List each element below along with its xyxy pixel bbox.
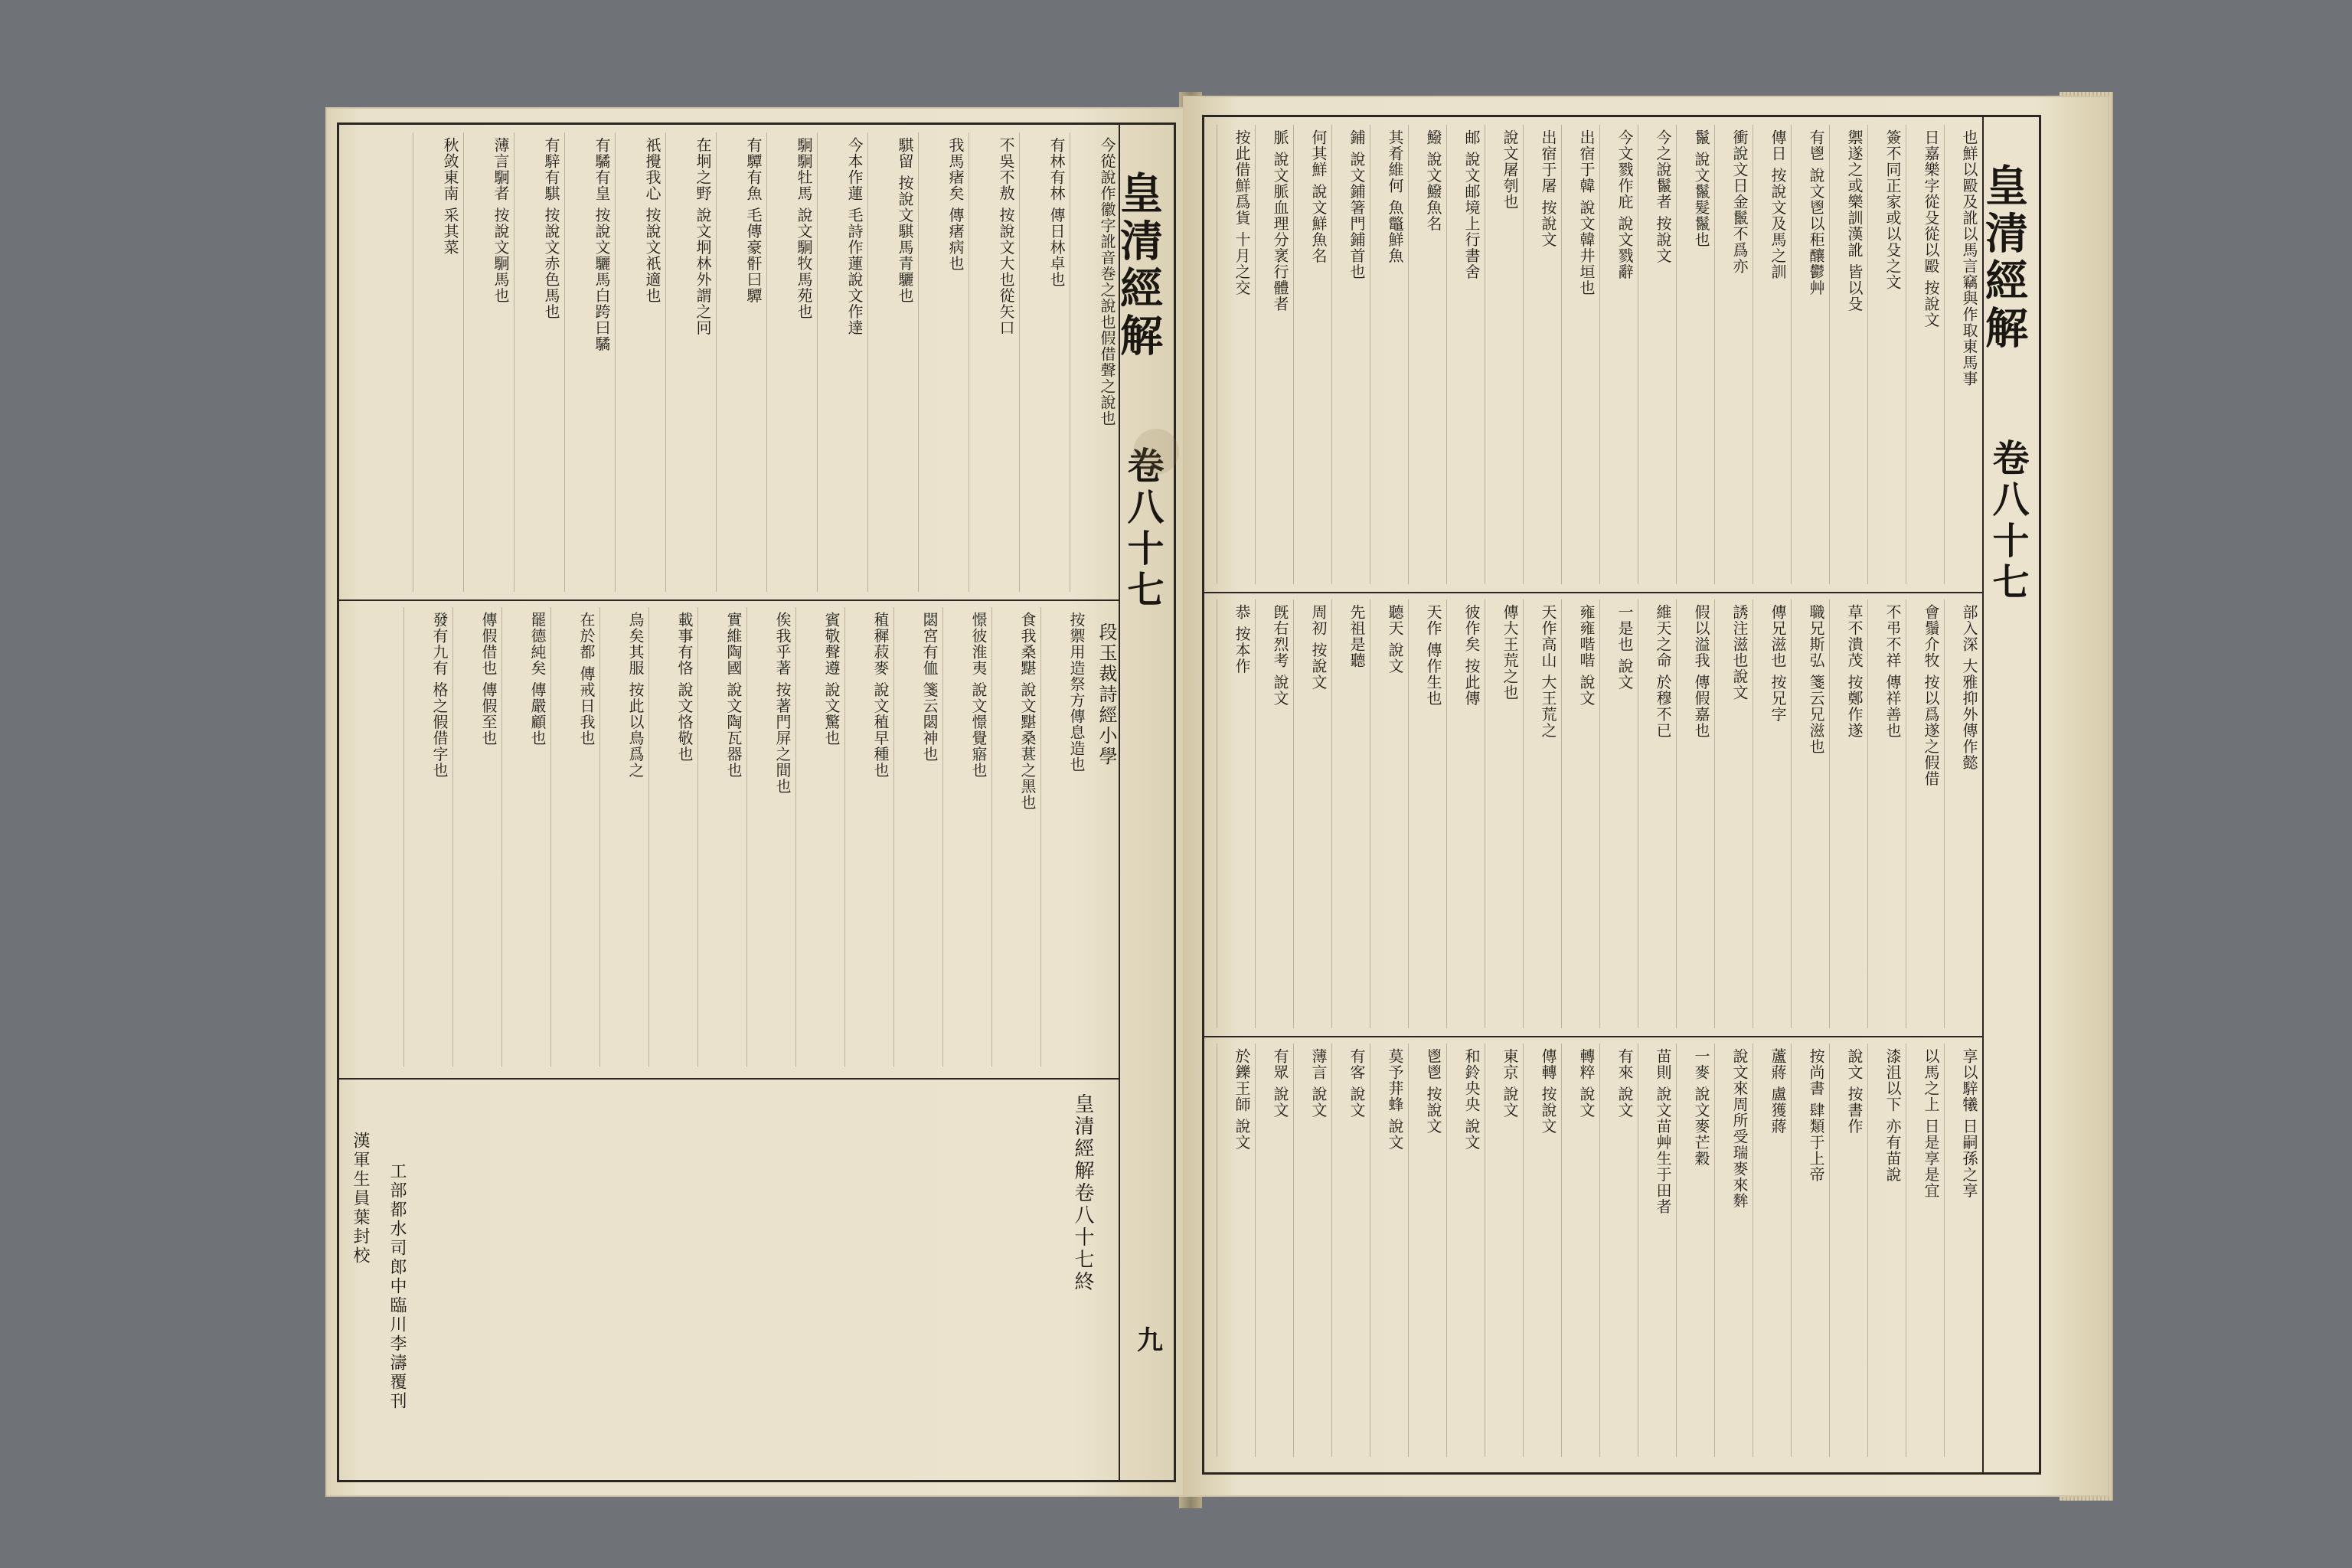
right-lower-columns bbox=[1204, 599, 1982, 1028]
text-column: 駉駉牡馬 說文駉牧馬苑也 bbox=[766, 132, 817, 592]
text-column: 苗則 說文苗艸生于田者 bbox=[1638, 1044, 1676, 1457]
text-column: 說文 按書作 bbox=[1829, 1044, 1867, 1457]
text-column: 周初 按說文 bbox=[1293, 599, 1331, 1028]
text-column: 雍雍喈喈 說文 bbox=[1561, 599, 1599, 1028]
text-column: 說文來周所受瑞麥來麰 bbox=[1714, 1044, 1753, 1457]
text-column: 鱍 說文鱍魚名 bbox=[1408, 125, 1446, 584]
text-column: 今本作蓮 毛詩作蓮說文作達 bbox=[817, 132, 867, 592]
text-column: 發有九有 格之假借字也 bbox=[403, 607, 452, 1067]
text-column: 實維陶國 說文陶瓦器也 bbox=[697, 607, 746, 1067]
right-upper-columns bbox=[1204, 125, 1982, 584]
text-column: 罷德純矣 傳嚴顧也 bbox=[501, 607, 550, 1067]
left-band-divider-1 bbox=[339, 599, 1120, 601]
text-column: 稙穉菽麥 說文稙早種也 bbox=[844, 607, 893, 1067]
text-column: 簽不同正家或以殳之文 bbox=[1867, 125, 1906, 584]
left-bottom-title: 皇清經解卷八十七終 bbox=[1071, 1093, 1094, 1293]
text-column: 鬣 說文鬣髮鬣也 bbox=[1676, 125, 1714, 584]
text-column: 其肴維何 魚鼈鮮魚 bbox=[1370, 125, 1408, 584]
text-column: 鋪 說文鋪箸門鋪首也 bbox=[1331, 125, 1370, 584]
left-colophon-2: 工部都水司郎中臨川李濤覆刊 bbox=[387, 1162, 407, 1411]
text-column: 傳日 按說文及馬之訓 bbox=[1753, 125, 1791, 584]
text-column: 漆沮以下 亦有苗說 bbox=[1867, 1044, 1906, 1457]
text-column: 說文屠刳也 bbox=[1485, 125, 1523, 584]
text-column: 天作高山 大王荒之 bbox=[1523, 599, 1561, 1028]
text-column: 邮 說文邮境上行書舍 bbox=[1446, 125, 1485, 584]
text-column: 秋敛東南 采其菜 bbox=[413, 132, 463, 592]
text-column: 出宿于屠 按說文 bbox=[1523, 125, 1561, 584]
text-column: 有客 說文 bbox=[1331, 1044, 1370, 1457]
right-fold-column bbox=[1978, 117, 2039, 1472]
text-column: 天作 傳作生也 bbox=[1408, 599, 1446, 1028]
left-edge-note: 段玉裁詩經小學 bbox=[1096, 622, 1117, 767]
text-column: 按禦用造祭方傳息造也 bbox=[1040, 607, 1089, 1067]
left-leaf-number: 九 bbox=[1137, 1325, 1163, 1356]
text-column: 維天之命 於穆不已 bbox=[1638, 599, 1676, 1028]
text-column: 禦遂之或樂訓漢訛 皆以殳 bbox=[1829, 125, 1867, 584]
text-column: 一是也 說文 bbox=[1599, 599, 1638, 1028]
left-band-divider-2 bbox=[339, 1078, 1120, 1080]
text-column: 也鮮以毆及訛以馬言竊與作取東馬事 bbox=[1944, 125, 1982, 584]
text-column: 享以騂犧 日嗣孫之享 bbox=[1944, 1044, 1982, 1457]
text-column: 薄言駉者 按說文駉馬也 bbox=[463, 132, 514, 592]
text-column: 有驔有魚 毛傳豪骭曰驔 bbox=[716, 132, 766, 592]
text-column: 以馬之上 日是享是宜 bbox=[1906, 1044, 1944, 1457]
text-column: 在坰之野 說文坰林外謂之冋 bbox=[665, 132, 716, 592]
text-column: 假以溢我 傳假嘉也 bbox=[1676, 599, 1714, 1028]
text-column: 日嘉樂字從殳從以毆 按說文 bbox=[1906, 125, 1944, 584]
text-column: 會鬚介牧 按以爲遂之假借 bbox=[1906, 599, 1944, 1028]
text-column: 烏矣其服 按此以鳥爲之 bbox=[599, 607, 648, 1067]
text-column: 祇攪我心 按說文祇適也 bbox=[615, 132, 665, 592]
text-column: 按尚書 肆類于上帝 bbox=[1791, 1044, 1829, 1457]
paper-stain bbox=[1133, 429, 1179, 475]
text-column: 於鑠王師 說文 bbox=[1217, 1044, 1255, 1457]
left-volume-label: 卷八十七 bbox=[1121, 446, 1164, 612]
text-column: 今從說作徽字訛音巻之說也假借聲之說也 bbox=[1070, 132, 1120, 592]
text-column: 部入深 大雅抑外傳作懿 bbox=[1944, 599, 1982, 1028]
text-column: 東京 說文 bbox=[1485, 1044, 1523, 1457]
text-column: 按此借鮮爲貨 十月之交 bbox=[1217, 125, 1255, 584]
text-column: 先祖是聽 bbox=[1331, 599, 1370, 1028]
text-column: 彼作矣 按此傳 bbox=[1446, 599, 1485, 1028]
text-column: 轉粹 說文 bbox=[1561, 1044, 1599, 1457]
text-column: 傳大王荒之也 bbox=[1485, 599, 1523, 1028]
text-column: 今之說鬣者 按說文 bbox=[1638, 125, 1676, 584]
text-column: 莫予荓蜂 說文 bbox=[1370, 1044, 1408, 1457]
text-column: 有眾 說文 bbox=[1255, 1044, 1293, 1457]
text-column: 有來 說文 bbox=[1599, 1044, 1638, 1457]
left-bottom-band bbox=[339, 1086, 1112, 1468]
text-column: 聽天 說文 bbox=[1370, 599, 1408, 1028]
text-column: 和鈴央央 說文 bbox=[1446, 1044, 1485, 1457]
left-upper-columns bbox=[339, 132, 1120, 592]
text-column: 職兄斯弘 箋云兄滋也 bbox=[1791, 599, 1829, 1028]
left-page-frame bbox=[337, 122, 1176, 1482]
text-column: 今文戮作庇 說文戮辭 bbox=[1599, 125, 1638, 584]
text-column: 旣右烈考 說文 bbox=[1255, 599, 1293, 1028]
text-column: 傳兄滋也 按兄字 bbox=[1753, 599, 1791, 1028]
text-column: 薄言 說文 bbox=[1293, 1044, 1331, 1457]
text-column: 脈 說文脈血理分衺行體者 bbox=[1255, 125, 1293, 584]
text-column: 騏留 按說文騏馬青驪也 bbox=[867, 132, 918, 592]
text-column: 誘注滋也說文 bbox=[1714, 599, 1753, 1028]
text-column: 有林有林 傳日林卓也 bbox=[1019, 132, 1070, 592]
left-header-title: 皇清經解 bbox=[1113, 171, 1164, 361]
right-band-divider-2 bbox=[1204, 1036, 1984, 1037]
text-column: 衝說文日金鬛不爲亦 bbox=[1714, 125, 1753, 584]
text-column: 賓敬聲遵 說文驚也 bbox=[795, 607, 844, 1067]
left-colophon-1: 漢軍生員葉封校 bbox=[351, 1132, 370, 1266]
text-column: 我馬瘏矣 傳瘏病也 bbox=[918, 132, 969, 592]
text-column: 食我桑黮 說文黮桑葚之黑也 bbox=[991, 607, 1040, 1067]
text-column: 不吳不敖 按說文大也從矢口 bbox=[969, 132, 1019, 592]
text-column: 俟我乎著 按著門屏之間也 bbox=[746, 607, 795, 1067]
text-column: 何其鮮 說文鮮魚名 bbox=[1293, 125, 1331, 584]
text-column: 一麥 說文麥芒穀 bbox=[1676, 1044, 1714, 1457]
text-column: 恭 按本作 bbox=[1217, 599, 1255, 1028]
left-lower-columns bbox=[339, 607, 1089, 1067]
right-band-divider-1 bbox=[1204, 592, 1984, 593]
text-column: 傳假借也 傳假至也 bbox=[452, 607, 501, 1067]
right-header-title: 皇清經解 bbox=[1978, 163, 2029, 353]
text-column: 傳轉 按說文 bbox=[1523, 1044, 1561, 1457]
text-column: 草不潰茂 按鄭作遂 bbox=[1829, 599, 1867, 1028]
text-column: 在於都 傳戒日我也 bbox=[550, 607, 599, 1067]
text-column: 憬彼淮夷 說文憬覺寤也 bbox=[942, 607, 991, 1067]
left-fold-column bbox=[1113, 125, 1174, 1480]
text-column: 有騂有騏 按說文赤色馬也 bbox=[514, 132, 564, 592]
right-volume-label: 卷八十七 bbox=[1986, 439, 2029, 604]
text-column: 鬯鬯 按說文 bbox=[1408, 1044, 1446, 1457]
text-column: 蘆蔣 盧獲蔣 bbox=[1753, 1044, 1791, 1457]
right-page-frame bbox=[1202, 115, 2041, 1475]
text-column: 載事有恪 說文恪敬也 bbox=[648, 607, 697, 1067]
text-column: 有驈有皇 按說文驪馬白跨曰驈 bbox=[564, 132, 615, 592]
right-bottom-columns bbox=[1204, 1044, 1982, 1457]
text-column: 有鬯 說文鬯以秬釀鬱艸 bbox=[1791, 125, 1829, 584]
text-column: 不弔不祥 傳祥善也 bbox=[1867, 599, 1906, 1028]
text-column: 出宿于韓 說文韓井垣也 bbox=[1561, 125, 1599, 584]
text-column: 閟宮有侐 箋云閟神也 bbox=[893, 607, 942, 1067]
